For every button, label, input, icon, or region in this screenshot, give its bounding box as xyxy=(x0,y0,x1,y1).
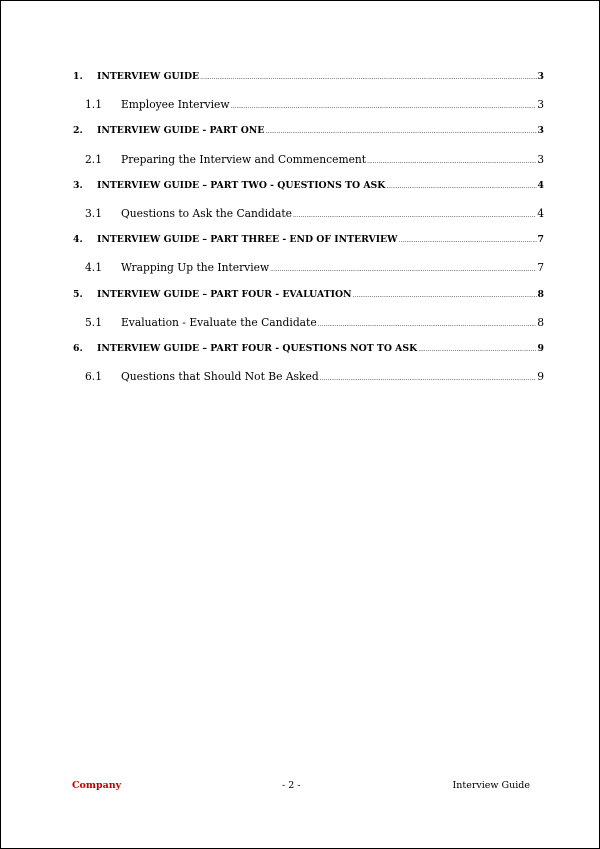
toc-entry-page: 3 xyxy=(537,152,544,166)
toc-entry-title: INTERVIEW GUIDE - PART ONE xyxy=(97,125,265,137)
toc-entry-page: 4 xyxy=(537,179,544,191)
toc-entry-3[interactable] xyxy=(73,180,544,207)
toc-entry-6-1[interactable] xyxy=(73,370,544,397)
toc-entry-4-1[interactable] xyxy=(73,261,544,288)
toc-entry-1-1[interactable] xyxy=(73,98,544,125)
toc-entry-2[interactable] xyxy=(73,125,544,152)
footer-document-title: Interview Guide xyxy=(452,780,530,791)
toc-entry-page: 7 xyxy=(537,261,544,275)
toc-entry-4[interactable] xyxy=(73,234,544,261)
toc-entry-3-1[interactable] xyxy=(73,207,544,234)
toc-dot-leader xyxy=(418,343,536,354)
footer-page-number: - 2 - xyxy=(282,780,301,791)
toc-dot-leader xyxy=(320,370,537,383)
toc-entry-number: 5.1 xyxy=(85,315,102,329)
toc-entry-number: 2. xyxy=(73,125,83,137)
toc-dot-leader xyxy=(230,98,536,111)
toc-entry-page: 4 xyxy=(537,206,544,220)
toc-entry-page: 3 xyxy=(537,98,544,112)
toc-entry-title: INTERVIEW GUIDE – PART TWO - QUESTIONS TO ASK xyxy=(97,179,386,191)
toc-entry-title: Employee Interview xyxy=(121,98,230,112)
toc-entry-page: 7 xyxy=(537,234,544,246)
toc-entry-page: 9 xyxy=(537,342,544,354)
toc-entry-6[interactable] xyxy=(73,343,544,370)
toc-dot-leader xyxy=(265,125,536,136)
toc-entry-number: 4.1 xyxy=(85,261,102,275)
toc-entry-title: INTERVIEW GUIDE – PART FOUR - EVALUATION xyxy=(97,288,352,300)
toc-entry-number: 6. xyxy=(73,342,83,354)
toc-entry-number: 1. xyxy=(73,71,83,82)
toc-entry-number: 1.1 xyxy=(85,98,102,112)
toc-entry-number: 6.1 xyxy=(85,370,102,384)
toc-entry-number: 5. xyxy=(73,288,83,300)
table-of-contents xyxy=(73,71,544,397)
toc-entry-title: INTERVIEW GUIDE – PART FOUR - QUESTIONS NOT TO ASK xyxy=(97,342,418,354)
toc-dot-leader xyxy=(353,289,537,300)
page-footer xyxy=(72,780,530,794)
toc-entry-1[interactable] xyxy=(73,71,544,98)
toc-entry-title: Wrapping Up the Interview xyxy=(121,261,270,275)
toc-dot-leader xyxy=(293,207,536,220)
toc-dot-leader xyxy=(318,316,537,329)
toc-entry-number: 2.1 xyxy=(85,152,102,166)
toc-dot-leader xyxy=(270,261,536,274)
toc-dot-leader xyxy=(200,71,536,82)
toc-dot-leader xyxy=(367,153,536,166)
toc-entry-5[interactable] xyxy=(73,289,544,316)
toc-entry-title: Evaluation - Evaluate the Candidate xyxy=(121,315,317,329)
toc-entry-title: INTERVIEW GUIDE – PART THREE - END OF INTERVIEW xyxy=(97,234,398,246)
toc-entry-page: 8 xyxy=(537,288,544,300)
toc-entry-title: Questions that Should Not Be Asked xyxy=(121,370,319,384)
toc-entry-title: Questions to Ask the Candidate xyxy=(121,206,292,220)
toc-entry-number: 3. xyxy=(73,179,83,191)
toc-entry-number: 3.1 xyxy=(85,206,102,220)
footer-company-name: Company xyxy=(72,780,122,791)
toc-entry-title: INTERVIEW GUIDE xyxy=(97,71,200,82)
toc-entry-title: Preparing the Interview and Commencement xyxy=(121,152,367,166)
toc-entry-5-1[interactable] xyxy=(73,316,544,343)
toc-entry-2-1[interactable] xyxy=(73,153,544,180)
toc-entry-page: 3 xyxy=(537,71,544,82)
toc-entry-page: 3 xyxy=(537,125,544,137)
toc-dot-leader xyxy=(386,180,536,191)
toc-entry-page: 8 xyxy=(537,315,544,329)
toc-entry-number: 4. xyxy=(73,234,83,246)
toc-entry-page: 9 xyxy=(537,370,544,384)
toc-dot-leader xyxy=(399,234,537,245)
